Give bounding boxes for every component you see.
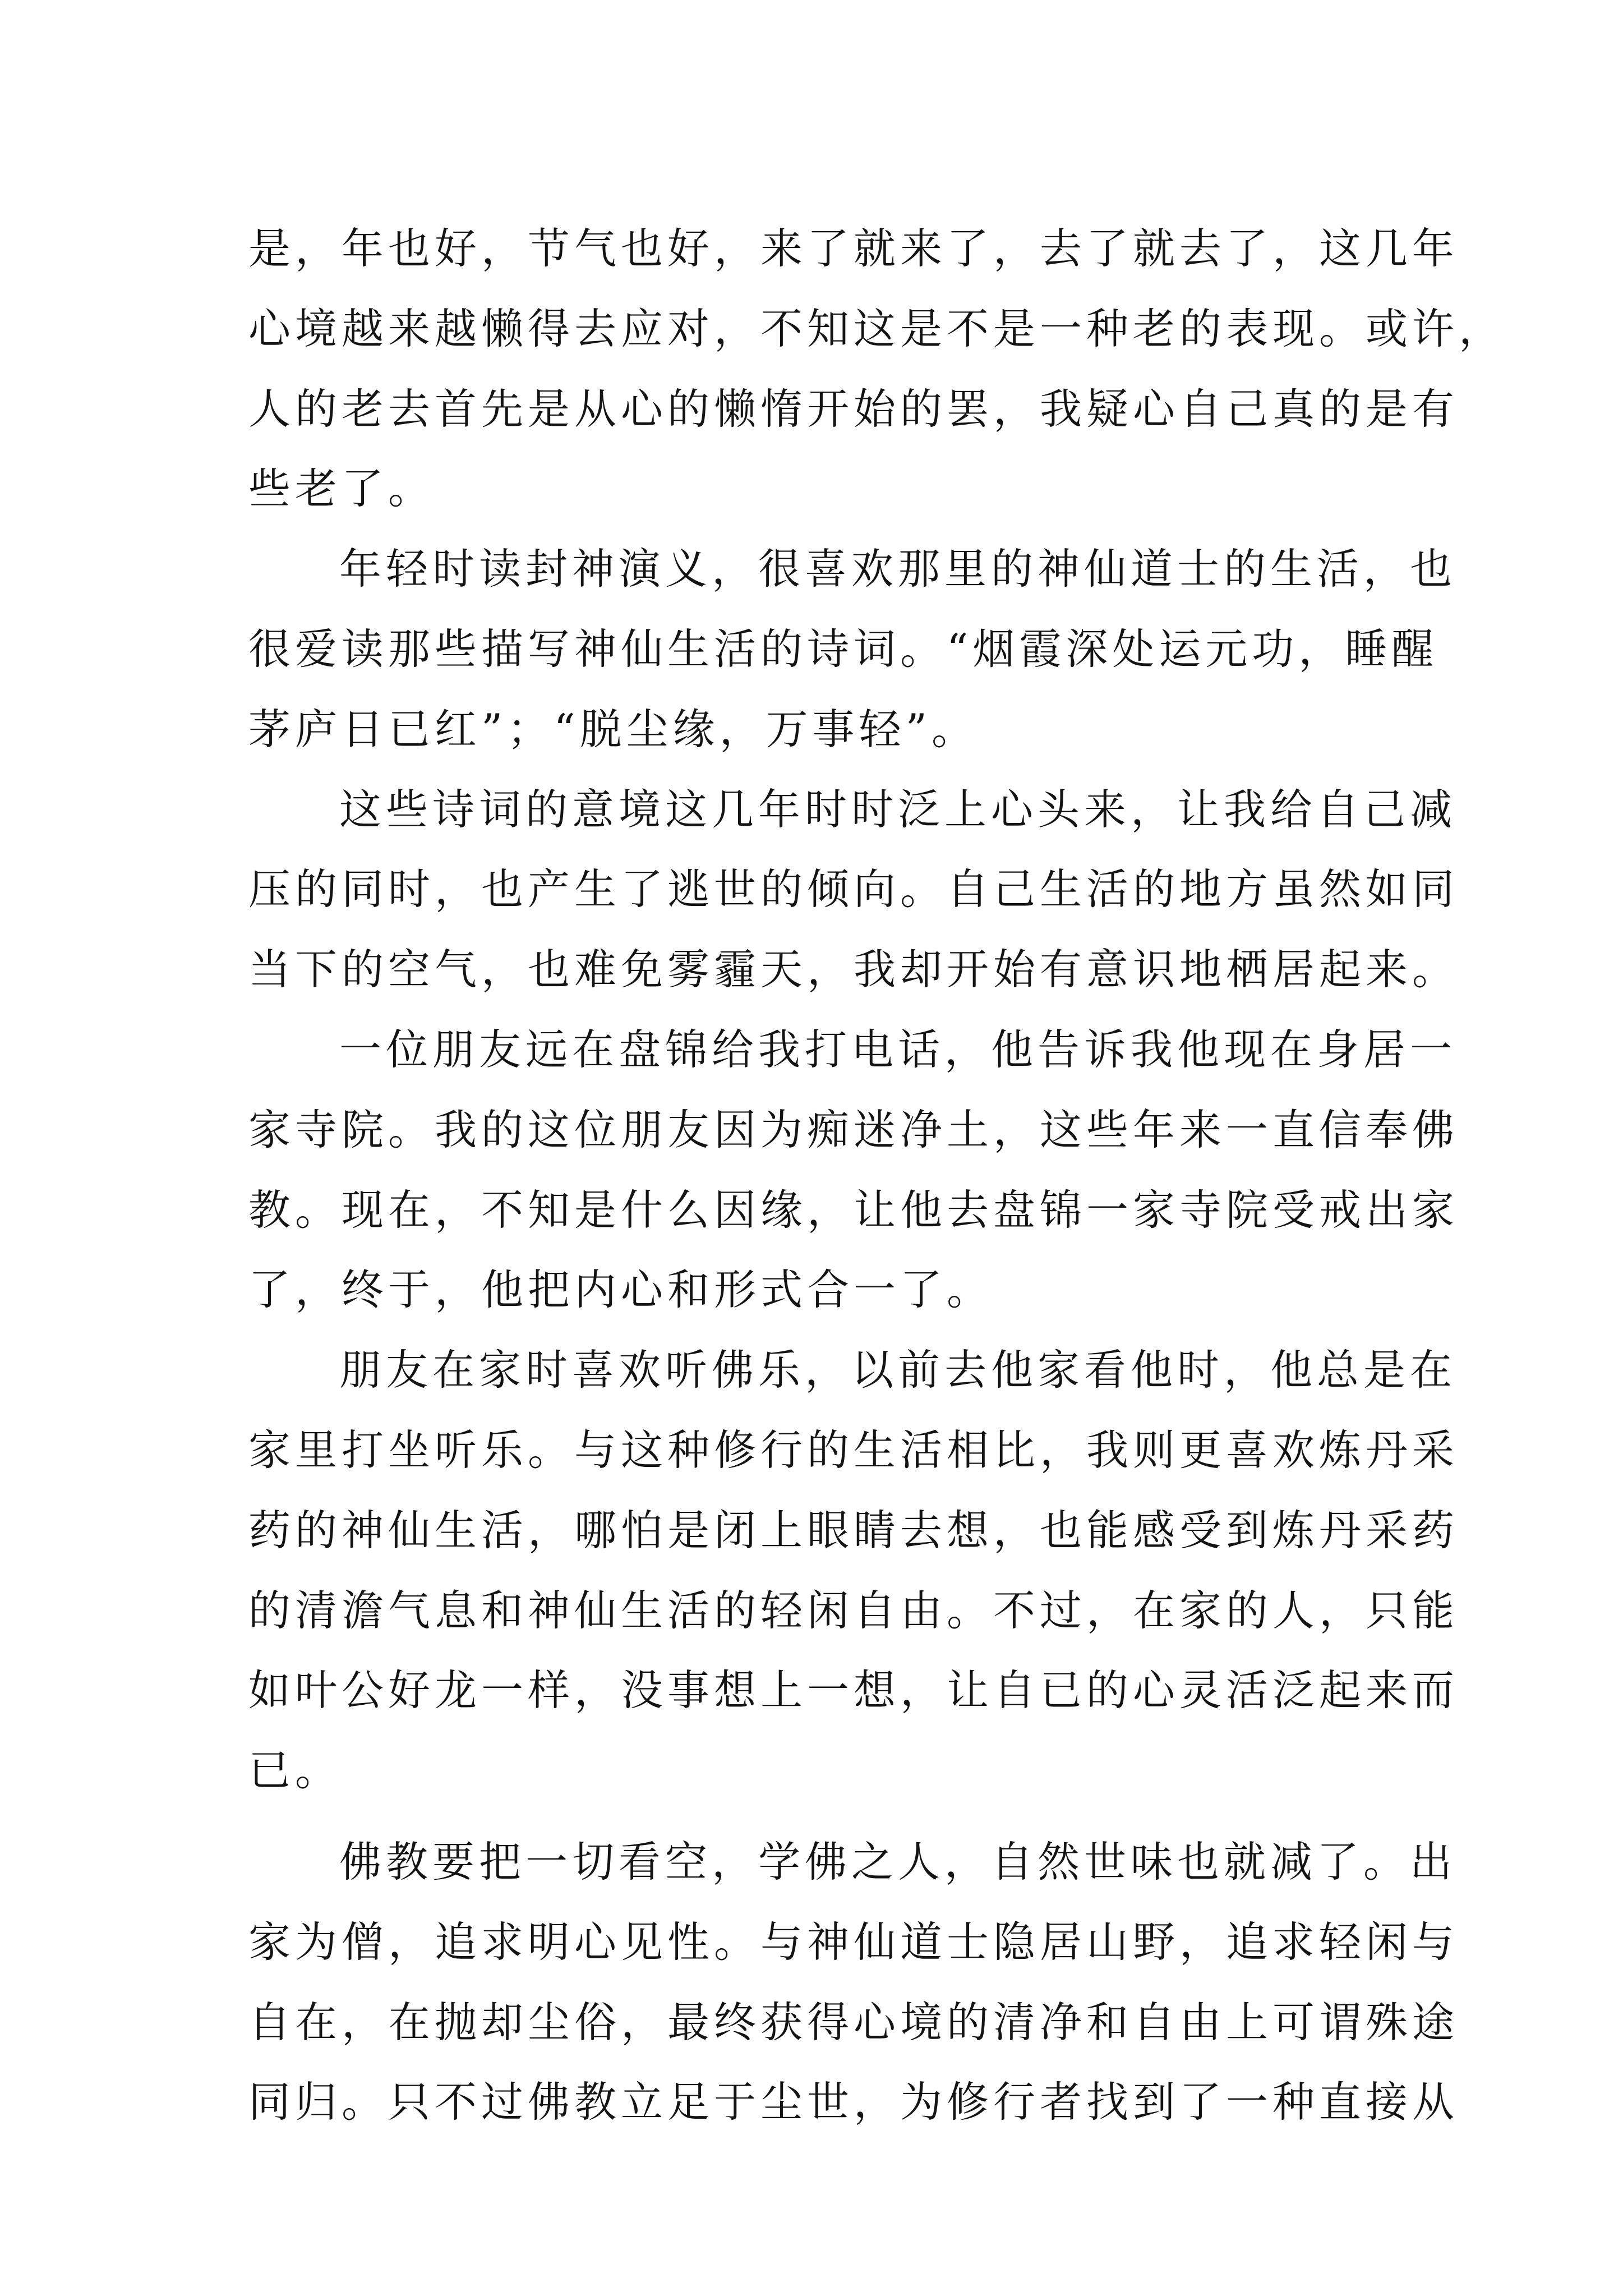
text-line: 压的同时，也产生了逃世的倾向。自己生活的地方虽然如同: [248, 864, 1459, 914]
text-line: 家寺院。我的这位朋友因为痴迷净土，这些年来一直信奉佛: [248, 1105, 1459, 1154]
text-line: 当下的空气，也难免雾霾天，我却开始有意识地栖居起来。: [248, 945, 1459, 995]
text-line: 很爱读那些描写神仙生活的诗词。“烟霞深处运元功，睡醒: [248, 624, 1438, 674]
text-line: 家为僧，追求明心见性。与神仙道士隐居山野，追求轻闲与: [248, 1917, 1459, 1967]
text-line: 自在，在抛却尘俗，最终获得心境的清净和自由上可谓殊途: [248, 1997, 1459, 2047]
text-line: 同归。只不过佛教立足于尘世，为修行者找到了一种直接从: [248, 2077, 1459, 2127]
text-line: 茅庐日已红”；“脱尘缘，万事轻”。: [248, 704, 979, 754]
paragraph-first-line: 年轻时读封神演义，很喜欢那里的神仙道士的生活，也: [339, 544, 1457, 594]
text-line: 的清澹气息和神仙生活的轻闲自由。不过，在家的人，只能: [248, 1585, 1459, 1635]
text-line: 教。现在，不知是什么因缘，让他去盘锦一家寺院受戒出家: [248, 1185, 1459, 1235]
text-line: 如叶公好龙一样，没事想上一想，让自已的心灵活泛起来而: [248, 1665, 1459, 1715]
paragraph-first-line: 朋友在家时喜欢听佛乐，以前去他家看他时，他总是在: [339, 1345, 1457, 1395]
text-line: 已。: [248, 1746, 342, 1796]
text-line: 心境越来越懒得去应对，不知这是不是一种老的表现。或许，: [248, 303, 1506, 353]
paragraph-first-line: 佛教要把一切看空，学佛之人，自然世味也就减了。出: [339, 1837, 1457, 1887]
body-text: [248, 209, 1506, 2142]
text-line: 了，终于，他把内心和形式合一了。: [248, 1265, 994, 1315]
paragraph-first-line: 一位朋友远在盘锦给我打电话，他告诉我他现在身居一: [339, 1024, 1457, 1074]
text-line: 人的老去首先是从心的懒惰开始的罢，我疑心自己真的是有: [248, 384, 1459, 434]
text-line: 家里打坐听乐。与这种修行的生活相比，我则更喜欢炼丹采: [248, 1425, 1459, 1475]
text-line: 药的神仙生活，哪怕是闭上眼睛去想，也能感受到炼丹采药: [248, 1505, 1459, 1555]
text-line: 是，年也好，节气也好，来了就来了，去了就去了，这几年: [248, 224, 1459, 273]
text-line: 些老了。: [248, 464, 435, 514]
paragraph-first-line: 这些诗词的意境这几年时时泛上心头来，让我给自己减: [339, 784, 1457, 834]
